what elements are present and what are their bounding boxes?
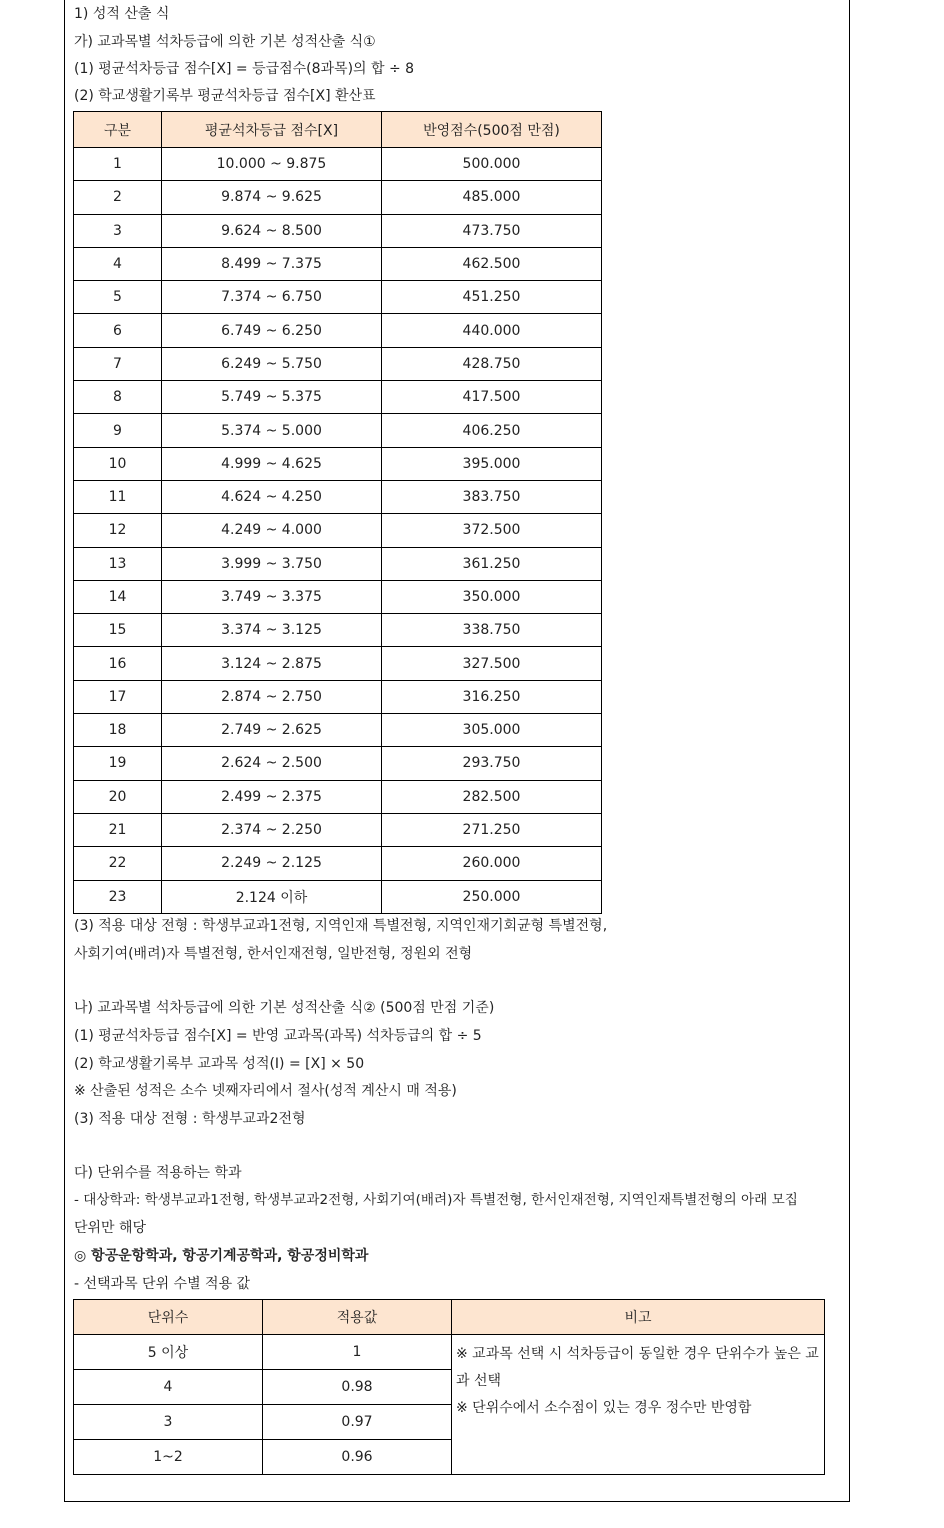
grade-rank-cell: 20 bbox=[74, 780, 162, 813]
target-departments-line-1: - 대상학과: 학생부교과1전형, 학생부교과2전형, 사회기여(배려)자 특별전형, 한서인재전형, 지역인재특별전형의 아래 모집 bbox=[74, 1192, 798, 1208]
apply-value-cell: 0.97 bbox=[263, 1405, 452, 1440]
unit-value-table bbox=[73, 1299, 825, 1475]
score-range-cell: 2.124 이하 bbox=[162, 880, 382, 913]
grade-rank-cell: 19 bbox=[74, 747, 162, 780]
converted-score-cell: 395.000 bbox=[382, 447, 602, 480]
table-row bbox=[74, 747, 602, 780]
score-range-cell: 9.624 ~ 8.500 bbox=[162, 214, 382, 247]
remarks-cell bbox=[452, 1335, 825, 1475]
header-cell: 반영점수(500점 만점) bbox=[382, 112, 602, 148]
converted-score-cell: 282.500 bbox=[382, 780, 602, 813]
score-range-cell: 3.124 ~ 2.875 bbox=[162, 647, 382, 680]
converted-score-cell: 417.500 bbox=[382, 381, 602, 414]
grade-rank-cell: 9 bbox=[74, 414, 162, 447]
score-range-cell: 9.874 ~ 9.625 bbox=[162, 181, 382, 214]
target-departments-line-2: 단위만 해당 bbox=[74, 1220, 147, 1236]
apply-value-cell: 0.98 bbox=[263, 1370, 452, 1405]
grade-conversion-table bbox=[73, 111, 602, 914]
grade-rank-cell: 6 bbox=[74, 314, 162, 347]
score-range-cell: 3.749 ~ 3.375 bbox=[162, 580, 382, 613]
table-row bbox=[74, 148, 602, 181]
converted-score-cell: 451.250 bbox=[382, 281, 602, 314]
applicable-admission-line-2: 사회기여(배려)자 특별전형, 한서인재전형, 일반전형, 정원외 전형 bbox=[74, 946, 473, 962]
grade-rank-cell: 14 bbox=[74, 580, 162, 613]
table-row bbox=[74, 181, 602, 214]
table-row bbox=[74, 1335, 825, 1370]
table-row bbox=[74, 580, 602, 613]
converted-score-cell: 305.000 bbox=[382, 714, 602, 747]
score-range-cell: 2.749 ~ 2.625 bbox=[162, 714, 382, 747]
unit-count-cell: 3 bbox=[74, 1405, 263, 1440]
converted-score-cell: 383.750 bbox=[382, 480, 602, 513]
converted-score-cell: 428.750 bbox=[382, 347, 602, 380]
converted-score-cell: 473.750 bbox=[382, 214, 602, 247]
truncation-note: ※ 산출된 성적은 소수 넷째자리에서 절사(성적 계산시 매 적용) bbox=[74, 1083, 457, 1099]
table-header-row bbox=[74, 112, 602, 148]
subsection-title-na: 나) 교과목별 석차등급에 의한 기본 성적산출 식② (500점 만점 기준) bbox=[74, 1000, 495, 1016]
converted-score-cell: 350.000 bbox=[382, 580, 602, 613]
score-range-cell: 2.374 ~ 2.250 bbox=[162, 813, 382, 846]
grade-rank-cell: 8 bbox=[74, 381, 162, 414]
applicable-admission-line-1: (3) 적용 대상 전형 : 학생부교과1전형, 지역인재 특별전형, 지역인재기회균형 특별전형, bbox=[74, 918, 608, 934]
remark-note-2: ※ 단위수에서 소수점이 있는 경우 정수만 반영함 bbox=[456, 1400, 752, 1416]
subsection-title-ga: 가) 교과목별 석차등급에 의한 기본 성적산출 식① bbox=[74, 34, 376, 50]
table-row bbox=[74, 281, 602, 314]
table-row bbox=[74, 314, 602, 347]
header-cell: 비고 bbox=[452, 1300, 825, 1335]
score-range-cell: 2.499 ~ 2.375 bbox=[162, 780, 382, 813]
converted-score-cell: 250.000 bbox=[382, 880, 602, 913]
grade-rank-cell: 12 bbox=[74, 514, 162, 547]
score-range-cell: 2.249 ~ 2.125 bbox=[162, 847, 382, 880]
converted-score-cell: 485.000 bbox=[382, 181, 602, 214]
table-row bbox=[74, 847, 602, 880]
grade-rank-cell: 16 bbox=[74, 647, 162, 680]
grade-rank-cell: 21 bbox=[74, 813, 162, 846]
grade-rank-cell: 22 bbox=[74, 847, 162, 880]
converted-score-cell: 293.750 bbox=[382, 747, 602, 780]
score-range-cell: 4.249 ~ 4.000 bbox=[162, 514, 382, 547]
grade-rank-cell: 7 bbox=[74, 347, 162, 380]
table-row bbox=[74, 780, 602, 813]
converted-score-cell: 372.500 bbox=[382, 514, 602, 547]
subsection-title-da: 다) 단위수를 적용하는 학과 bbox=[74, 1165, 242, 1181]
formula-line-2: (1) 평균석차등급 점수[X] = 반영 교과목(과목) 석차등급의 합 ÷ 5 bbox=[74, 1028, 482, 1044]
grade-rank-cell: 23 bbox=[74, 880, 162, 913]
grade-rank-cell: 2 bbox=[74, 181, 162, 214]
section-title: 1) 성적 산출 식 bbox=[74, 6, 170, 22]
table-row bbox=[74, 680, 602, 713]
converted-score-cell: 462.500 bbox=[382, 247, 602, 280]
score-range-cell: 2.624 ~ 2.500 bbox=[162, 747, 382, 780]
unit-table-caption: - 선택과목 단위 수별 적용 값 bbox=[74, 1276, 251, 1292]
converted-score-cell: 406.250 bbox=[382, 414, 602, 447]
remark-note-1: ※ 교과목 선택 시 석차등급이 동일한 경우 단위수가 높은 교과 선택 bbox=[456, 1346, 819, 1389]
formula-line-3: (2) 학교생활기록부 교과목 성적(I) = [X] × 50 bbox=[74, 1056, 365, 1072]
unit-count-cell: 4 bbox=[74, 1370, 263, 1405]
table-row bbox=[74, 514, 602, 547]
table-row bbox=[74, 813, 602, 846]
header-cell: 단위수 bbox=[74, 1300, 263, 1335]
converted-score-cell: 271.250 bbox=[382, 813, 602, 846]
converted-score-cell: 338.750 bbox=[382, 614, 602, 647]
grade-rank-cell: 13 bbox=[74, 547, 162, 580]
grade-rank-cell: 11 bbox=[74, 480, 162, 513]
grade-rank-cell: 4 bbox=[74, 247, 162, 280]
score-range-cell: 10.000 ~ 9.875 bbox=[162, 148, 382, 181]
applicable-admission-line-3: (3) 적용 대상 전형 : 학생부교과2전형 bbox=[74, 1111, 306, 1127]
table-header-row bbox=[74, 1300, 825, 1335]
grade-rank-cell: 10 bbox=[74, 447, 162, 480]
table-row bbox=[74, 447, 602, 480]
table-row bbox=[74, 414, 602, 447]
table-row bbox=[74, 547, 602, 580]
table-row bbox=[74, 347, 602, 380]
table-caption: (2) 학교생활기록부 평균석차등급 점수[X] 환산표 bbox=[74, 88, 376, 104]
grade-rank-cell: 15 bbox=[74, 614, 162, 647]
apply-value-cell: 1 bbox=[263, 1335, 452, 1370]
unit-count-cell: 1~2 bbox=[74, 1440, 263, 1475]
table-row bbox=[74, 647, 602, 680]
score-range-cell: 3.999 ~ 3.750 bbox=[162, 547, 382, 580]
score-range-cell: 7.374 ~ 6.750 bbox=[162, 281, 382, 314]
converted-score-cell: 500.000 bbox=[382, 148, 602, 181]
grade-rank-cell: 17 bbox=[74, 680, 162, 713]
grade-rank-cell: 18 bbox=[74, 714, 162, 747]
table-row bbox=[74, 480, 602, 513]
table-row bbox=[74, 381, 602, 414]
table-row bbox=[74, 247, 602, 280]
table-row bbox=[74, 714, 602, 747]
score-range-cell: 2.874 ~ 2.750 bbox=[162, 680, 382, 713]
formula-line-1: (1) 평균석차등급 점수[X] = 등급점수(8과목)의 합 ÷ 8 bbox=[74, 61, 415, 77]
department-list: ◎ 항공운항학과, 항공기계공학과, 항공정비학과 bbox=[74, 1248, 369, 1264]
table-row bbox=[74, 880, 602, 913]
header-cell: 평균석차등급 점수[X] bbox=[162, 112, 382, 148]
score-range-cell: 6.749 ~ 6.250 bbox=[162, 314, 382, 347]
table-row bbox=[74, 614, 602, 647]
unit-count-cell: 5 이상 bbox=[74, 1335, 263, 1370]
apply-value-cell: 0.96 bbox=[263, 1440, 452, 1475]
score-range-cell: 3.374 ~ 3.125 bbox=[162, 614, 382, 647]
score-range-cell: 6.249 ~ 5.750 bbox=[162, 347, 382, 380]
header-cell: 적용값 bbox=[263, 1300, 452, 1335]
converted-score-cell: 327.500 bbox=[382, 647, 602, 680]
score-range-cell: 5.749 ~ 5.375 bbox=[162, 381, 382, 414]
converted-score-cell: 260.000 bbox=[382, 847, 602, 880]
converted-score-cell: 361.250 bbox=[382, 547, 602, 580]
score-range-cell: 8.499 ~ 7.375 bbox=[162, 247, 382, 280]
score-range-cell: 4.624 ~ 4.250 bbox=[162, 480, 382, 513]
grade-rank-cell: 3 bbox=[74, 214, 162, 247]
header-cell: 구분 bbox=[74, 112, 162, 148]
grade-rank-cell: 5 bbox=[74, 281, 162, 314]
table-row bbox=[74, 214, 602, 247]
converted-score-cell: 440.000 bbox=[382, 314, 602, 347]
score-range-cell: 4.999 ~ 4.625 bbox=[162, 447, 382, 480]
score-range-cell: 5.374 ~ 5.000 bbox=[162, 414, 382, 447]
grade-rank-cell: 1 bbox=[74, 148, 162, 181]
converted-score-cell: 316.250 bbox=[382, 680, 602, 713]
